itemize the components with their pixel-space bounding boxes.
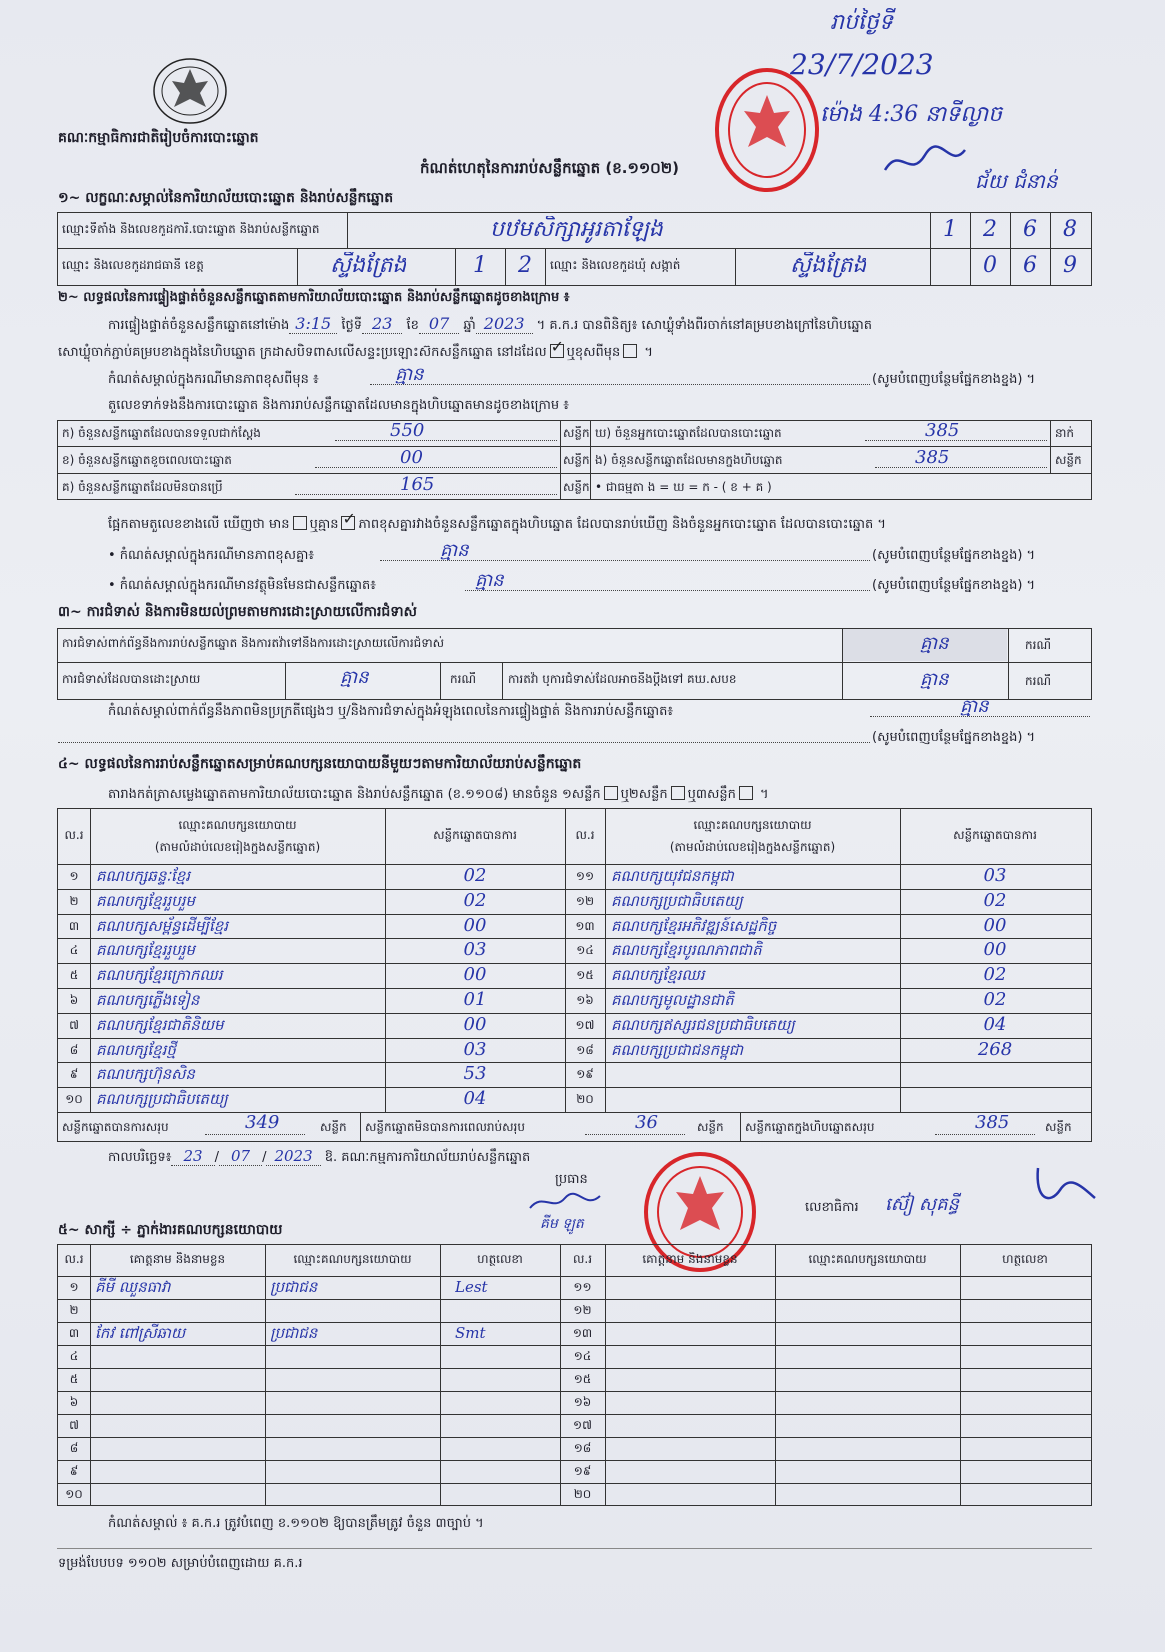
witness-row-no: ១២ — [573, 1303, 592, 1317]
col-party-subheader: (តាមលំដាប់លេខរៀងក្នុងសន្លឹកឆ្នោត) — [669, 840, 836, 854]
lock-line: សោឃ្លុំចាក់ភ្ជាប់គម្របខាងក្នុងនៃហិបឆ្នោត ក្រដាសបិទពាសលើសន្ទះប្រឡោះស៊កសន្លឹកឆ្នោត នៅដដែល✓ ឬខុសពីមុន ។ — [58, 344, 653, 361]
case-label: ករណី — [1025, 674, 1052, 688]
one-sheet-checkbox[interactable] — [604, 786, 618, 800]
secretary-label: លេខាធិការ — [805, 1200, 859, 1215]
witness-name-header: គោត្តនាម និងនាមខ្លួន — [129, 1252, 226, 1266]
col-votes-header: សន្លឹកឆ្នោតបានការ — [433, 828, 517, 842]
section1-title: ១~ លក្ខណៈសម្គាល់នៃការិយាល័យបោះឆ្នោត និងរាប់សន្លឹកឆ្នោត — [58, 190, 394, 206]
witness-party-header: ឈ្មោះគណបក្សនយោបាយ — [808, 1252, 927, 1266]
party-row-no: ១៥ — [576, 968, 594, 983]
fill-more-hint: (សូមបំពេញបន្ថែមផ្នែកខាងខ្នង) ។ — [872, 578, 1036, 593]
fill-more-hint: (សូមបំពេញបន្ថែមផ្នែកខាងខ្នង) ។ — [872, 730, 1036, 745]
official-stamp-icon — [712, 65, 822, 195]
commune-code-digit: 0 — [983, 253, 997, 278]
secretary-name: ស៊ៀ សុគន្ធី — [885, 1194, 959, 1215]
party-row-votes: 00 — [463, 1013, 487, 1035]
party-row-name: គណបក្សខ្មែរជាតិនិយម — [96, 1015, 224, 1034]
party-row-name: គណបក្សឆន្ទៈខ្មែរ — [96, 867, 191, 885]
kha-value: 00 — [400, 447, 423, 468]
party-row-no: ១៤ — [576, 943, 594, 958]
annotation-date: 23/7/2023 — [790, 48, 934, 81]
party-row-no: ៧ — [69, 1017, 79, 1032]
witness-row-no: ៩ — [69, 1464, 79, 1478]
president-label: ប្រធាន — [555, 1172, 588, 1187]
no-diff-checkbox[interactable] — [341, 516, 355, 530]
unit-label: សន្លឹក — [320, 1120, 347, 1134]
formula: • ជាធម្មតា ង = ឃ = ក - ( ខ + គ ) — [595, 480, 772, 494]
numbers-intro: តួលេខទាក់ទងនឹងការបោះឆ្នោត និងការរាប់សន្លឹកឆ្នោតដែលមានក្នុងហិបឆ្នោតមានដូចខាងក្រោម ៖ — [108, 398, 569, 413]
party-row-votes: 04 — [983, 1013, 1007, 1035]
party-row-votes: 00 — [463, 964, 487, 986]
col-party-header: ឈ្មោះគណបក្សនយោបាយ — [693, 818, 812, 832]
station-label: ឈ្មោះទីតាំង និងលេខកូដការិ.បោះឆ្នោត និងរាប់សន្លឹកឆ្នោត — [62, 222, 320, 236]
sheet-count-text: ឬ៣សន្លឹក — [687, 787, 736, 802]
party-row-votes: 02 — [463, 889, 487, 911]
ka-label: ក) ចំនួនសន្លឹកឆ្នោតដែលបានទទួលជាក់ស្តែង — [62, 426, 261, 440]
party-row-name: គណបក្សប្រជាធិបតេយ្យ — [96, 1090, 228, 1109]
sheet-count-line: តារាងកត់ត្រាសម្លេងឆ្នោតតាមការិយាល័យបោះឆ្នោត និងរាប់សន្លឹកឆ្នោត (ខ.១១០៨) មានចំនួន ១សន្លឹក ឬ២សន្លឹក ឬ៣សន្លឹក ។ — [108, 787, 769, 802]
verify-text: ការផ្ទៀងផ្ទាត់ចំនួនសន្លឹកឆ្នោតនៅម៉ោង — [108, 318, 290, 333]
date-text: កាលបរិច្ឆេទ៖ — [108, 1150, 172, 1165]
party-row-name: គណបក្សភ្លើងទៀន — [96, 991, 200, 1009]
objection-appeal-value: គ្មាន — [920, 669, 949, 690]
party-row-no: ១៩ — [576, 1067, 594, 1082]
party-row-votes: 04 — [463, 1088, 487, 1110]
annotation-line1: រាប់ថ្ងៃទី — [830, 10, 893, 35]
witness-row-no: ១៩ — [573, 1464, 592, 1478]
section5-title: ៥~ សាក្សី ÷ ភ្នាក់ងារគណបក្សនយោបាយ — [58, 1222, 283, 1238]
witness-row-no: ៦ — [69, 1395, 79, 1409]
ko-value: 165 — [400, 474, 435, 495]
annotation-signer: ជ័យ ជំនាន់ — [975, 169, 1058, 193]
objection-resolved-value: គ្មាន — [340, 667, 369, 688]
sheet-count-text: តារាងកត់ត្រាសម្លេងឆ្នោតតាមការិយាល័យបោះឆ្នោត និងរាប់សន្លឹកឆ្នោត (ខ.១១០៨) មានចំនួន ១សន្លឹក — [108, 787, 601, 802]
section2-title: ២~ លទ្ធផលនៃការផ្ទៀងផ្ទាត់ចំនួនសន្លឹកឆ្នោតតាមការិយាល័យបោះឆ្នោត និងរាប់សន្លឹកឆ្នោតដូចខាងក្រោម ៖ — [58, 290, 570, 305]
witness-row-name: គីមី ឈួនធាវា — [95, 1278, 171, 1296]
commune-value: ស្ទឹងត្រែង — [790, 253, 867, 278]
witness-name-header: គោត្តនាម និងនាមខ្លួន — [642, 1252, 738, 1266]
date-line: កាលបរិច្ឆេទ៖ 23 / 07 / 2023 ឱ. គណៈកម្មការការិយាល័យរាប់សន្លឹកឆ្នោត — [108, 1147, 531, 1165]
ko-label: គ) ចំនួនសន្លឹកឆ្នោតដែលមិនបានប្រើ — [62, 480, 223, 494]
witness-row-no: ៧ — [69, 1418, 79, 1432]
sheet-count-text: ឬ២សន្លឹក — [620, 787, 668, 802]
date-year: 2023 — [266, 1147, 320, 1166]
annotation-time: ម៉ោង 4:36 នាទីល្ងាច — [820, 102, 1003, 127]
check-text: ភាពខុសគ្នារវាងចំនួនសន្លឹកឆ្នោតក្នុងហិបឆ្នោត ដែលបានរាប់ឃើញ និងចំនួនអ្នកបោះឆ្នោត ដែលបានបោះឆ្នោត ។ — [358, 517, 886, 532]
party-row-name: គណបក្សយុវជនកម្ពុជា — [611, 867, 734, 885]
witness-row-no: ១៣ — [572, 1326, 593, 1340]
station-code-digit: 1 — [943, 217, 957, 242]
people-label: នាក់ — [1055, 426, 1075, 440]
witness-no-header: ល.រ — [572, 1252, 593, 1266]
three-sheet-checkbox[interactable] — [739, 786, 753, 800]
witness-row-no: ២០ — [573, 1487, 592, 1501]
party-row-name: គណបក្សខ្មែរបូរណភាពជាតិ — [611, 941, 762, 960]
verify-line — [108, 316, 872, 334]
date-text: ឱ. គណៈកម្មការការិយាល័យរាប់សន្លឹកឆ្នោត — [324, 1150, 531, 1165]
witness-row-party: ប្រជាជន — [270, 1278, 318, 1296]
witness-no-header: ល.រ — [64, 1252, 84, 1266]
annotation-signature-icon — [880, 140, 970, 185]
party-row-votes: 02 — [983, 889, 1007, 911]
total-box-value: 385 — [975, 1112, 1010, 1133]
secretary-signature-icon — [1030, 1160, 1100, 1210]
party-row-no: ១ — [69, 869, 79, 883]
ngo-value: 385 — [915, 447, 950, 468]
station-value: បឋមសិក្សាអូរតាឡែង — [490, 217, 663, 242]
total-valid-label: សន្លឹកឆ្នោតបានការសរុប — [62, 1120, 169, 1134]
note3-label: • កំណត់សម្គាល់ក្នុងករណីមានវត្ថុមិនមែនជាសន្លឹកឆ្នោត៖ — [108, 578, 376, 593]
party-row-name: គណបក្សខ្មែរក្រោកឈរ — [96, 966, 223, 985]
witness-row-no: ១១ — [573, 1280, 592, 1294]
note2-label: • កំណត់សម្គាល់ក្នុងករណីមានភាពខុសគ្នា៖ — [108, 548, 315, 563]
committee-name: គណៈកម្មាធិការជាតិរៀបចំការបោះឆ្នោត — [58, 130, 259, 146]
party-row-no: ១៧ — [575, 1017, 595, 1032]
objection-appeal-label: ការតវ៉ា ឬការជំទាស់ដែលអាចនឹងប្តឹងទៅ គឃ.សបខ — [508, 672, 737, 686]
total-invalid-label: សន្លឹកឆ្នោតមិនបានការពេលរាប់សរុប — [365, 1120, 525, 1134]
total-valid-value: 349 — [245, 1112, 280, 1133]
witness-sign-header: ហត្ថលេខា — [1002, 1252, 1048, 1266]
witness-row-no: ៨ — [69, 1441, 79, 1455]
note1-value: គ្មាន — [395, 364, 424, 385]
party-row-no: ១១ — [575, 869, 595, 883]
irregularity-note: កំណត់សម្គាល់ពាក់ព័ន្ធនឹងភាពមិនប្រក្រតីផ្សេងៗ ឬ/និងការជំទាស់ក្នុងអំឡុងពេលនៃការផ្ទៀងផ្ទាត់ និងការរាប់សន្លឹកឆ្នោត៖ — [108, 704, 674, 719]
ngo-label: ង) ចំនួនសន្លឹកឆ្នោតដែលមានក្នុងហិបឆ្នោត — [595, 453, 783, 467]
date-month: 07 — [219, 1147, 262, 1166]
verify-time: 3:15 — [289, 314, 337, 334]
party-row-votes: 03 — [983, 865, 1007, 886]
verify-text: ថ្ងៃទី — [341, 318, 363, 333]
irregularity-value: គ្មាន — [960, 696, 989, 717]
witness-row-no: ១៧ — [573, 1418, 592, 1432]
party-row-votes: 00 — [983, 939, 1007, 961]
committee-emblem-icon — [150, 55, 230, 127]
party-row-name: គណបក្សមូលដ្ឋានជាតិ — [611, 991, 734, 1009]
total-box-label: សន្លឹកឆ្នោតក្នុងហិបឆ្នោតសរុប — [745, 1120, 875, 1134]
unit-label: សន្លឹក — [563, 480, 590, 494]
same-checkbox[interactable] — [550, 344, 564, 358]
party-row-votes: 00 — [983, 914, 1007, 936]
section4-title: ៤~ លទ្ធផលនៃការរាប់សន្លឹកឆ្នោតសម្រាប់គណបក្សនយោបាយនីមួយៗតាមការិយាល័យរាប់សន្លឹកឆ្នោត — [58, 756, 582, 772]
party-row-name: គណបក្សខ្មែរថ្មី — [96, 1040, 176, 1059]
fill-more-hint: (សូមបំពេញបន្ថែមផ្នែកខាងខ្នង) ។ — [872, 548, 1036, 563]
note2-value: គ្មាន — [440, 540, 469, 561]
witness-row-no: ៣ — [68, 1326, 80, 1340]
note1-label: កំណត់សម្គាល់ក្នុងករណីមានភាពខុសពីមុន ៖ — [108, 372, 319, 387]
witness-row-no: ១ — [69, 1280, 79, 1294]
party-row-no: ១២ — [575, 893, 595, 908]
party-row-no: ៩ — [69, 1067, 79, 1082]
has-diff-checkbox[interactable] — [293, 516, 307, 530]
case-label: ករណី — [450, 672, 477, 686]
objection-row2-label: ការជំទាស់ដែលបានដោះស្រាយ — [62, 672, 201, 686]
party-row-name: គណបក្សសម្ព័ន្ធដើម្បីខ្មែរ — [96, 916, 228, 935]
party-row-name: គណបក្សប្រជាធិបតេយ្យ — [611, 891, 743, 910]
unit-label: សន្លឹក — [1055, 453, 1082, 467]
kho-value: 385 — [925, 420, 960, 441]
province-code-digit: 2 — [518, 253, 532, 278]
col-party-header: ឈ្មោះគណបក្សនយោបាយ — [178, 818, 297, 832]
party-row-name: គណបក្សឥស្សរជនប្រជាធិបតេយ្យ — [611, 1015, 795, 1034]
commune-code-digit: 6 — [1023, 253, 1037, 278]
president-name: គីម ឡូត — [540, 1216, 584, 1232]
witness-row-no: ៥ — [69, 1372, 79, 1386]
station-code-digit: 8 — [1063, 217, 1077, 242]
party-row-name: គណបក្សខ្មែររួបរួម — [96, 891, 195, 910]
province-label: ឈ្មោះ និងលេខកូដរាជធានី ខេត្ត — [62, 258, 204, 272]
party-row-votes: 01 — [463, 989, 487, 1010]
witness-row-no: ១៨ — [573, 1441, 592, 1455]
col-party-subheader: (តាមលំដាប់លេខរៀងក្នុងសន្លឹកឆ្នោត) — [154, 840, 321, 854]
party-row-no: ៥ — [69, 968, 79, 983]
objection-row1-label: ការជំទាស់ពាក់ព័ន្ធនឹងការរាប់សន្លឹកឆ្នោត និងការតវ៉ាទៅនឹងការដោះស្រាយលើការជំទាស់ — [62, 636, 445, 650]
president-signature-icon — [525, 1190, 605, 1216]
objection-row1-value: គ្មាន — [920, 633, 949, 654]
party-row-name: គណបក្សខ្មែរឈរ — [611, 966, 705, 985]
col-votes-header: សន្លឹកឆ្នោតបានការ — [953, 828, 1037, 842]
kha-label: ខ) ចំនួនសន្លឹកឆ្នោតខូចពេលបោះឆ្នោត — [62, 453, 232, 467]
party-row-votes: 53 — [463, 1063, 487, 1085]
form-footer: ទម្រង់បែបបទ ១១០២ សម្រាប់បំពេញដោយ គ.ក.រ — [58, 1556, 303, 1571]
kho-label: ឃ) ចំនួនអ្នកបោះឆ្នោតដែលបានបោះឆ្នោត — [595, 426, 782, 440]
witness-row-no: ១៦ — [573, 1395, 592, 1409]
witness-row-sign: Smt — [455, 1324, 486, 1342]
verify-text: ខែ — [406, 318, 419, 333]
province-value: ស្ទឹងត្រែង — [330, 253, 407, 278]
commune-label: ឈ្មោះ និងលេខកូដឃុំ សង្កាត់ — [550, 258, 681, 272]
station-code-digit: 2 — [983, 217, 997, 242]
case-label: ករណី — [1025, 638, 1052, 652]
col-no-header: ល.រ — [64, 828, 84, 842]
party-row-no: ៤ — [69, 943, 79, 958]
lock-text: ឬខុសពីមុន — [566, 345, 621, 360]
different-checkbox[interactable] — [623, 344, 637, 358]
unit-label: សន្លឹក — [563, 426, 590, 440]
party-row-name: គណបក្សប្រជាជនកម្ពុជា — [611, 1040, 743, 1059]
verify-text: ឆ្នាំ — [463, 318, 476, 333]
unit-label: សន្លឹក — [563, 453, 590, 467]
note3-value: គ្មាន — [475, 570, 504, 591]
witness-row-no: ១៤ — [573, 1349, 592, 1363]
party-row-votes: 02 — [463, 865, 487, 886]
witness-row-sign: Lest — [455, 1278, 488, 1296]
party-row-votes: 02 — [983, 964, 1007, 986]
witness-party-header: ឈ្មោះគណបក្សនយោបាយ — [293, 1252, 412, 1266]
section3-title: ៣~ ការជំទាស់ និងការមិនយល់ព្រមតាមការដោះស្រាយលើការជំទាស់ — [58, 604, 417, 620]
party-row-no: ១៣ — [575, 918, 595, 933]
party-row-no: ១០ — [65, 1092, 83, 1107]
party-row-votes: 00 — [463, 914, 487, 936]
party-row-no: ១៦ — [576, 993, 594, 1007]
check-text: ឬគ្មាន — [309, 517, 339, 532]
province-code-digit: 1 — [473, 253, 487, 278]
unit-label: សន្លឹក — [697, 1120, 724, 1134]
party-row-no: ២០ — [576, 1092, 594, 1107]
party-row-votes: 02 — [983, 989, 1007, 1010]
verify-text: ។ គ.ក.រ បានពិនិត្យ៖ សោឃ្លុំទាំងពីរចាក់នៅគម្របខាងក្រៅនៃហិបឆ្នោត — [536, 318, 873, 333]
party-row-name: គណបក្សខ្មែរអភិវឌ្ឍន៍សេដ្ឋកិច្ច — [611, 916, 777, 935]
unit-label: សន្លឹក — [1045, 1120, 1072, 1134]
party-row-votes: 268 — [977, 1038, 1013, 1060]
witness-row-no: ១០ — [65, 1487, 83, 1501]
verify-day: 23 — [362, 314, 402, 334]
station-code-digit: 6 — [1023, 217, 1037, 242]
witness-row-no: ១៥ — [573, 1372, 592, 1386]
verify-month: 07 — [419, 314, 459, 334]
check-line — [108, 516, 886, 533]
party-row-votes: 03 — [463, 939, 487, 961]
witness-row-no: ២ — [69, 1303, 79, 1317]
witness-row-name: កែវ ពៅស្រីឆាយ — [95, 1324, 186, 1342]
party-row-votes: 03 — [463, 1038, 487, 1060]
party-row-no: ៦ — [69, 993, 79, 1007]
party-row-no: ២ — [69, 893, 79, 908]
col-no-header: ល.រ — [575, 828, 595, 842]
date-day: 23 — [171, 1147, 214, 1166]
form-title: កំណត់ហេតុនៃការរាប់សន្លឹកឆ្នោត (ខ.១១០២) — [420, 159, 680, 177]
total-invalid-value: 36 — [635, 1112, 658, 1133]
party-row-name: គណបក្សខ្មែររួបរួម — [96, 941, 195, 960]
ka-value: 550 — [390, 420, 425, 441]
party-row-no: ១៨ — [576, 1042, 594, 1057]
fill-more-hint: (សូមបំពេញបន្ថែមផ្នែកខាងខ្នង) ។ — [872, 372, 1036, 387]
two-sheet-checkbox[interactable] — [671, 786, 685, 800]
party-row-name: គណបក្សហ៊ុនសិន — [96, 1065, 195, 1084]
party-row-no: ៨ — [69, 1042, 79, 1057]
lock-text: សោឃ្លុំចាក់ភ្ជាប់គម្របខាងក្នុងនៃហិបឆ្នោត ក្រដាសបិទពាសលើសន្ទះប្រឡោះស៊កសន្លឹកឆ្នោត នៅដដែល — [58, 345, 547, 360]
commune-code-digit: 9 — [1063, 253, 1077, 278]
witness-row-no: ៤ — [69, 1349, 79, 1363]
check-text: ផ្អែកតាមតួលេខខាងលើ ឃើញថា មាន — [108, 517, 290, 532]
witness-row-party: ប្រជាជន — [270, 1324, 318, 1342]
party-row-no: ៣ — [68, 918, 80, 933]
note1-line — [370, 384, 870, 385]
footnote: កំណត់សម្គាល់ ៖ គ.ក.រ ត្រូវបំពេញ ខ.១១០២ ឱ្យបានត្រឹមត្រូវ ចំនួន ៣ច្បាប់ ។ — [108, 1516, 484, 1531]
verify-year: 2023 — [476, 314, 533, 334]
witness-sign-header: ហត្ថលេខា — [477, 1252, 523, 1266]
